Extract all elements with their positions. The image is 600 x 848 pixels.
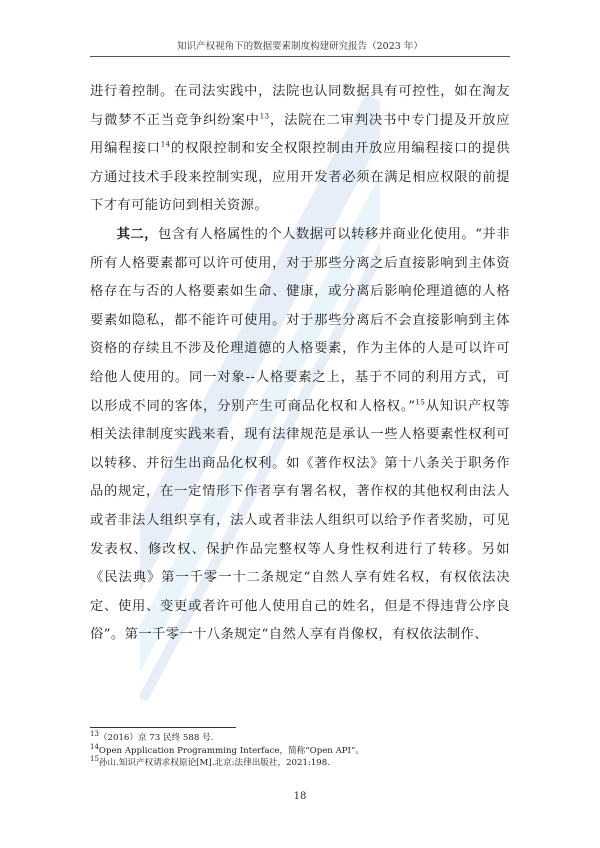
paragraph-1-text-b: ，法院在二审判决书中专门提及开放应用编程接口 xyxy=(90,112,510,157)
footnote-13 xyxy=(90,732,520,745)
footnotes xyxy=(90,732,520,770)
footnote-15 xyxy=(90,757,520,770)
footnote-text: （2016）京 73 民终 588 号. xyxy=(98,733,214,743)
report-title: 知识产权视角下的数据要素制度构建研究报告（2023 年） xyxy=(177,41,423,52)
footnote-num: 13 xyxy=(90,730,99,739)
page-number: 18 xyxy=(293,791,307,802)
paragraph-2-text-a: 包含有人格属性的个人数据可以转移并商业化使用。“并非所有人格要素都可以许可使用，对于那些分离之后直接影响到主体资格存在与否的人格要素如生命、健康，或分离后影响伦理道德的人格要素如隐私，都不能许可使用。对于那些分离后不会直接影响到主体资格的存续且不涉及伦理道德的人格要素，作为主体的人是可以许可给他人使用的。同一对象--人格要素之上，基于不同的利用方式，可以形成不同的客体，分别产生可商品化权和人格权。” xyxy=(90,226,511,414)
paragraph-2 xyxy=(90,221,510,650)
footnote-divider xyxy=(90,727,236,728)
footnote-ref-14[interactable]: 14 xyxy=(160,140,171,149)
footnote-ref-15[interactable]: 15 xyxy=(415,398,426,407)
main-content xyxy=(90,78,510,650)
paragraph-2-text-b: 从知识产权等相关法律制度实践来看，现有法律规范是承认一些人格要素性权利可以转移、并衍生出商品化权利。如《著作权法》第十八条关于职务作品的规定，在一定情形下作者享有署名权，著作权的其他权利由法人或者非法人组织享有，法人或者非法人组织可以给予作者奖励，可见发表权、修改权、保护作品完整权等人身性权利进行了转移。另如《民法典》第一千零一十二条规定“自然人享有姓名权，有权依法决定、使用、变更或者许可他人使用自己的姓名，但是不得违背公序良俗”。第一千零一十八条规定“自然人享有肖像权，有权依法制作、 xyxy=(90,398,511,643)
paragraph-1-text-c: 的权限控制和安全权限控制由开放应用编程接口的提供方通过技术手段来控制实现，应用开发者必须在满足相应权限的前提下才有可能访问到相关资源。 xyxy=(90,141,511,214)
paragraph-2-lead: 其二， xyxy=(116,226,158,242)
footnote-ref-13[interactable]: 13 xyxy=(259,112,270,121)
footnote-num: 15 xyxy=(90,755,99,764)
paragraph-1 xyxy=(90,78,510,221)
footnote-text: 孙山.知识产权请求权原论[M].北京:法律出版社，2021:198. xyxy=(98,758,330,769)
paragraph-1-text-a: 进行着控制。在司法实践中，法院也认同数据具有可控性，如在淘友与微梦不正当竞争纠纷案中 xyxy=(90,84,510,128)
footnote-num: 14 xyxy=(90,742,99,751)
footnote-text: Open Application Programming Interface，简称“Open API”。 xyxy=(98,745,364,756)
footnote-14 xyxy=(90,742,520,758)
running-header xyxy=(90,38,510,57)
